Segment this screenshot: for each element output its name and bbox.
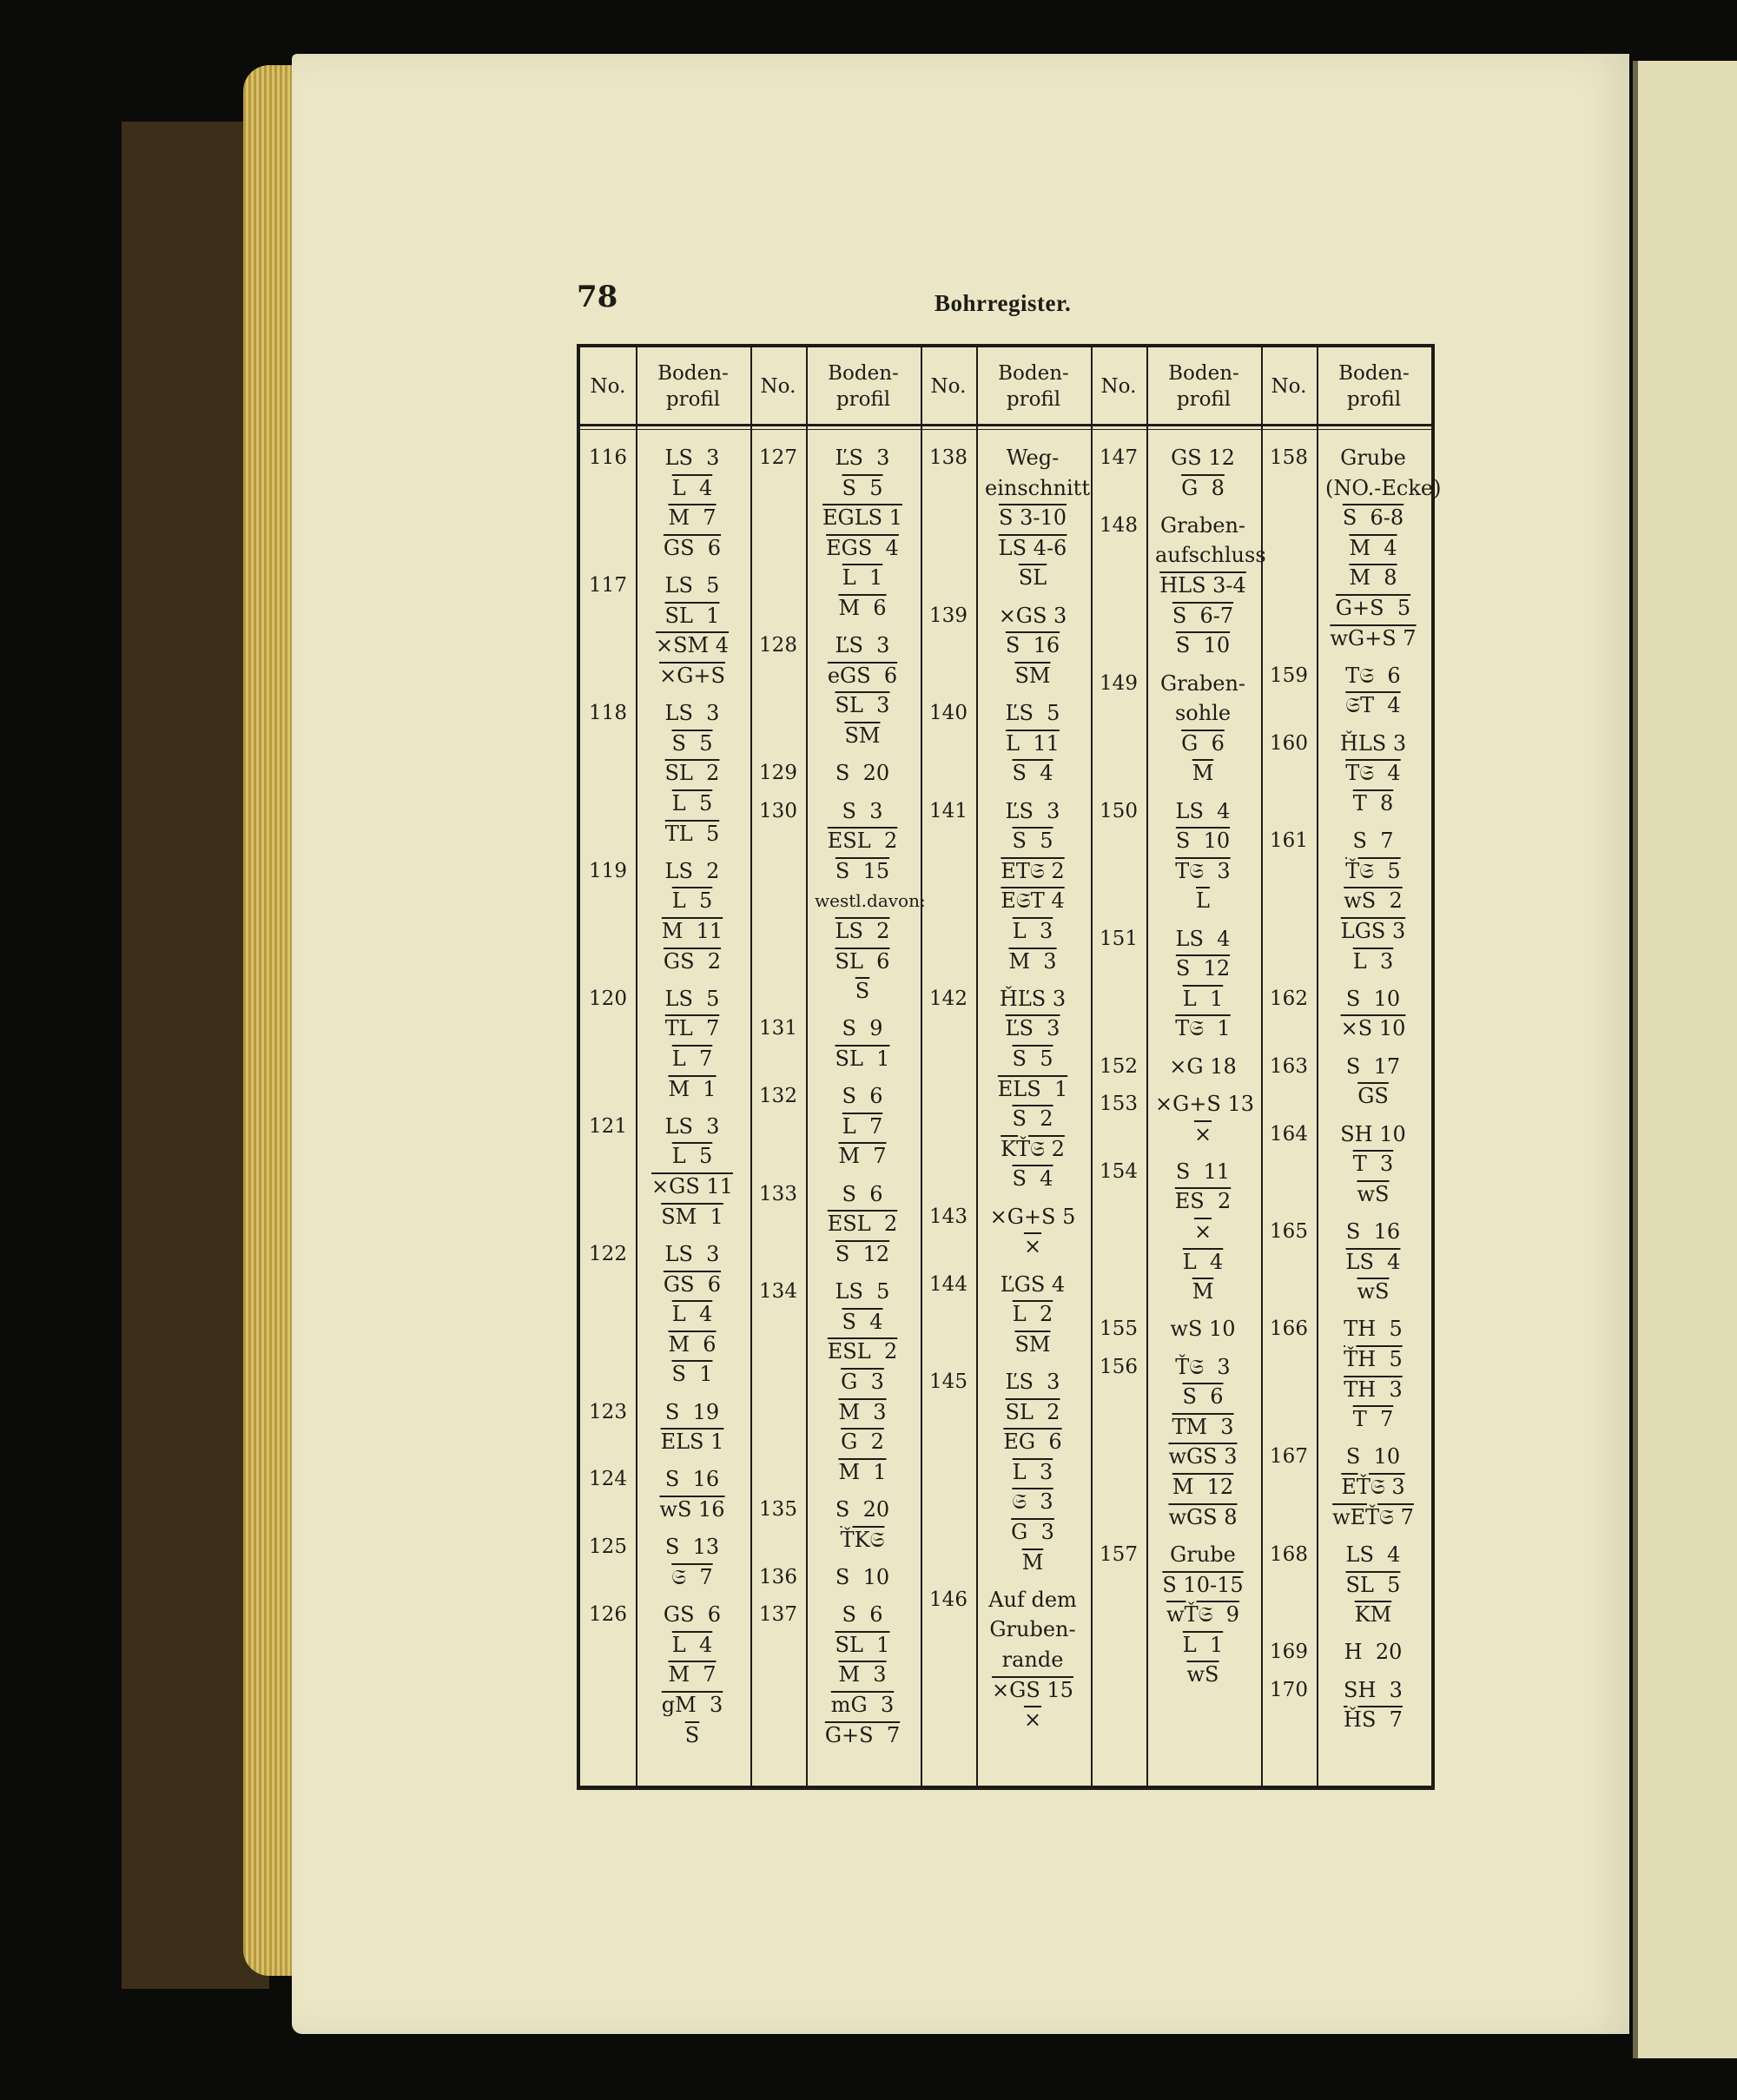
header-no: No. (590, 375, 626, 398)
profile-line: wGS 8 (1168, 1504, 1238, 1529)
entry-number: 163 (1270, 1054, 1308, 1078)
profile-line: S 10 (1345, 1444, 1401, 1469)
entry-number: 117 (589, 574, 627, 598)
profile-line: ×GS 11 (651, 1174, 733, 1199)
profile-line: LS 4 (1345, 1542, 1401, 1567)
profile-line: ĽGS 4 (1000, 1271, 1066, 1297)
profile-line: GS 2 (663, 948, 722, 974)
header-bodenprofil: Boden- profil (828, 362, 899, 411)
entry-number: 125 (589, 1535, 627, 1559)
profile-line: S 7 (1352, 829, 1394, 854)
profile-line: (NO.-Ecke) (1325, 475, 1442, 500)
profile-line: LS 2 (664, 858, 720, 883)
profile-line: × (1023, 1707, 1042, 1733)
entry-number: 134 (759, 1280, 797, 1304)
profile-line: ŤK𝔖 (840, 1527, 885, 1552)
profile-line: wG+S 7 (1330, 625, 1417, 650)
profile-line: S 3 (842, 798, 883, 823)
profile-line: ȞĽS 3 (999, 986, 1067, 1011)
entry-number: 116 (589, 446, 627, 469)
profile-line: KŤ𝔖 2 (1001, 1136, 1065, 1161)
entry-number: 119 (589, 859, 627, 882)
header-no: No. (1271, 375, 1307, 398)
profile-line: $\overline{wS}$ (1357, 1181, 1390, 1206)
profile-line: ȞS 7 (1344, 1707, 1403, 1733)
profile-line: GS 12 (1171, 446, 1235, 470)
profile-line: S 10 (1175, 633, 1231, 658)
profile-line: L 3 (1012, 1459, 1053, 1484)
profile-line: LGS 3 (1340, 918, 1406, 943)
profile-line: T𝔖 4 (1345, 761, 1401, 786)
profile-line: Grube (1170, 1542, 1236, 1567)
entry-number: 126 (589, 1603, 627, 1627)
entry-number: 144 (929, 1272, 968, 1296)
entry-number: 156 (1100, 1355, 1138, 1378)
profile-line: ESL 2 (827, 1212, 898, 1237)
profile-line: M 12 (1172, 1475, 1234, 1500)
profile-line: LS 5 (664, 986, 720, 1011)
entry-number: 133 (759, 1182, 797, 1205)
profile-line: SL 1 (835, 1047, 890, 1071)
entry-number: 169 (1270, 1641, 1308, 1664)
profile-line: ĽS 3 (1005, 1369, 1060, 1394)
profile-line: T𝔖 6 (1345, 663, 1401, 688)
profile-line: SL 5 (1345, 1572, 1401, 1597)
profile-line: LS 2 (835, 918, 890, 943)
profile-line: LS 4 (1345, 1249, 1401, 1274)
profile-line: S 20 (835, 761, 890, 786)
profile-line: ȞLS 3 (1339, 730, 1407, 756)
profile-line: wS 2 (1344, 888, 1403, 914)
profile-line: Grube (1340, 446, 1406, 470)
profile-line: wS 10 (1170, 1317, 1236, 1342)
header-rule-thin (580, 429, 1431, 430)
entry-number: 162 (1270, 987, 1308, 1010)
profile-line: rande (1001, 1648, 1064, 1672)
entry-number: 122 (589, 1242, 627, 1265)
profile-line: SL 2 (664, 761, 720, 786)
profile-line: Ť𝔖 3 (1175, 1354, 1231, 1379)
profile-line: S 5 (842, 475, 883, 500)
profile-line: LS 4-6 (998, 535, 1067, 560)
profile-line: L 1 (842, 565, 883, 591)
profile-line: SL 1 (835, 1632, 890, 1657)
header-bodenprofil: Boden- profil (1338, 362, 1410, 411)
profile-line: ĽS 5 (1005, 701, 1060, 726)
profile-line: S 2 (1012, 1106, 1053, 1132)
header-bodenprofil: Boden- profil (657, 362, 729, 411)
profile-line: ES 2 (1174, 1189, 1232, 1214)
column-rule (636, 347, 637, 1786)
profile-line: S 6-7 (1172, 603, 1234, 628)
profile-line: M 3 (838, 1662, 887, 1687)
profile-line: ELS 1 (660, 1430, 724, 1455)
profile-line: LS 4 (1175, 926, 1231, 951)
profile-line: S 10 (1175, 829, 1231, 854)
profile-line: $\overline{S}$ (855, 979, 870, 1004)
profile-line: GS 6 (663, 535, 722, 560)
profile-line: S 6 (842, 1084, 883, 1109)
profile-line: ×SM 4 (655, 633, 730, 658)
profile-line: ×G+S 13 (1155, 1091, 1254, 1116)
profile-line: GS 6 (663, 1602, 722, 1628)
profile-line: mG 3 (830, 1692, 895, 1717)
profile-line: L 1 (1182, 986, 1224, 1011)
column-rule (806, 347, 808, 1786)
profile-line: S 13 (664, 1535, 720, 1560)
entry-number: 138 (929, 446, 968, 469)
entry-number: 167 (1270, 1445, 1308, 1469)
entry-number: 123 (589, 1400, 627, 1423)
entry-number: 132 (759, 1085, 797, 1108)
profile-line: Gruben- (989, 1617, 1076, 1642)
entry-number: 165 (1270, 1219, 1308, 1243)
profile-line: EŤ𝔖 3 (1341, 1475, 1405, 1500)
profile-line: S 20 (835, 1497, 890, 1522)
entry-number: 148 (1100, 513, 1138, 537)
entry-number: 154 (1100, 1159, 1138, 1183)
profile-line: ĽS 3 (835, 633, 890, 658)
profile-line: M 1 (838, 1459, 887, 1484)
profile-line: S 12 (835, 1241, 890, 1266)
profile-line: L 1 (1182, 1632, 1224, 1657)
profile-line: G+S 7 (824, 1722, 901, 1747)
header-no: No. (760, 375, 796, 398)
entry-number: 158 (1270, 446, 1308, 469)
profile-line: M 11 (661, 918, 723, 943)
column-rule (976, 347, 978, 1786)
profile-line: LS 3 (664, 701, 720, 726)
entry-number: 121 (589, 1114, 627, 1138)
profile-line: 𝔖T 4 (1345, 693, 1401, 718)
profile-line: S 10-15 (1162, 1572, 1244, 1597)
profile-line: M 6 (838, 596, 887, 620)
entry-number: 120 (589, 987, 627, 1010)
profile-line: Graben- (1159, 670, 1246, 696)
profile-line: LS 3 (664, 1241, 720, 1266)
profile-line: L 4 (1182, 1249, 1224, 1274)
profile-line: SH 3 (1344, 1677, 1403, 1702)
entry-number: 140 (929, 702, 968, 725)
column-rule (1317, 347, 1318, 1786)
profile-line: S 6-8 (1342, 505, 1404, 531)
profile-line: ×G+S (659, 663, 725, 688)
profile-line: $\overline{SM}$ (844, 723, 881, 749)
profile-line: S 17 (1345, 1053, 1401, 1079)
profile-line: M 1 (668, 1076, 717, 1101)
profile-line: M 4 (1349, 535, 1397, 560)
profile-line: LS 5 (835, 1279, 890, 1304)
profile-line: westl.davon: (815, 890, 926, 912)
profile-line: G 6 (1181, 730, 1225, 756)
profile-line: SL 3 (835, 693, 890, 718)
profile-line: G 3 (841, 1369, 884, 1394)
profile-line: L 3 (1352, 948, 1394, 974)
profile-line: TH 5 (1344, 1317, 1403, 1342)
profile-line: S 10 (835, 1564, 890, 1589)
profile-line: Weg- (1006, 446, 1060, 470)
entry-number: 139 (929, 604, 968, 627)
profile-line: L 7 (671, 1047, 713, 1071)
entry-number: 118 (589, 702, 627, 725)
header-bodenprofil: Boden- profil (998, 362, 1069, 411)
profile-line: E𝔖T 4 (1001, 888, 1065, 914)
entry-number: 135 (759, 1498, 797, 1521)
profile-line: S 6 (842, 1181, 883, 1206)
profile-line: $\overline{wS}$ (1357, 1279, 1390, 1304)
profile-line: L 7 (842, 1113, 883, 1139)
profile-line: TL 7 (664, 1016, 720, 1041)
profile-line: S 15 (835, 858, 890, 883)
profile-line: SM 1 (661, 1204, 723, 1229)
profile-line: S 12 (1175, 956, 1231, 981)
entry-number: 152 (1100, 1054, 1138, 1078)
profile-line: L 4 (671, 1632, 713, 1657)
profile-line: EGS 4 (826, 535, 899, 560)
next-page-edge (1633, 61, 1737, 2058)
entry-number: 157 (1100, 1542, 1138, 1566)
profile-line: TM 3 (1172, 1414, 1234, 1439)
profile-line: S 6 (1182, 1384, 1224, 1410)
profile-line: T𝔖 1 (1175, 1016, 1231, 1041)
profile-line: G+S 5 (1335, 596, 1411, 620)
column-rule (921, 347, 922, 1786)
profile-line: sohle (1174, 701, 1232, 726)
profile-line: T 3 (1352, 1152, 1394, 1177)
profile-line: L 5 (671, 1144, 713, 1169)
profile-line: S 4 (1012, 761, 1053, 786)
profile-line: Graben- (1159, 512, 1246, 538)
profile-line: G 2 (841, 1430, 884, 1455)
entry-number: 170 (1270, 1678, 1308, 1701)
profile-line: S 5 (671, 730, 713, 756)
profile-line: LS 3 (664, 1113, 720, 1139)
header-bodenprofil: Boden- profil (1168, 362, 1239, 411)
entry-number: 149 (1100, 671, 1138, 695)
column-rule (1146, 347, 1148, 1786)
profile-line: T𝔖 3 (1175, 858, 1231, 883)
profile-line: L 4 (671, 1302, 713, 1327)
profile-line: $\overline{M}$ (1192, 1279, 1214, 1304)
profile-line: wGS 3 (1168, 1444, 1238, 1469)
profile-line: $\overline{M}$ (1021, 1549, 1044, 1575)
entry-number: 127 (759, 446, 797, 469)
profile-line: SH 10 (1340, 1121, 1406, 1146)
profile-line: M 7 (668, 505, 717, 531)
register-table (577, 344, 1442, 1790)
entry-number: 130 (759, 799, 797, 822)
entry-number: 145 (929, 1370, 968, 1393)
profile-line: aufschluss (1155, 543, 1266, 568)
profile-line: S 16 (664, 1467, 720, 1492)
entry-number: 155 (1100, 1317, 1138, 1341)
profile-line: × (1193, 1121, 1212, 1146)
profile-line: ĽS 3 (1005, 1016, 1060, 1041)
profile-line: Ť𝔖 5 (1345, 858, 1401, 883)
profile-line: ×G 18 (1169, 1053, 1237, 1079)
entry-number: 160 (1270, 731, 1308, 755)
profile-line: M 6 (668, 1331, 717, 1357)
profile-line: wS 16 (659, 1497, 725, 1522)
entry-number: 128 (759, 634, 797, 657)
entry-number: 147 (1100, 446, 1138, 469)
profile-line: S 6 (842, 1602, 883, 1628)
profile-line: $\overline{wS}$ (1186, 1662, 1219, 1687)
profile-line: ESL 2 (827, 1339, 898, 1364)
profile-line: T 8 (1352, 790, 1394, 816)
profile-line: $\overline{SM}$ (1014, 663, 1051, 688)
profile-line: wEŤ𝔖 7 (1332, 1504, 1414, 1529)
profile-line: wŤ𝔖 9 (1166, 1602, 1239, 1628)
entry-number: 143 (929, 1205, 968, 1228)
profile-line: EGLS 1 (822, 505, 902, 531)
profile-line: eGS 6 (827, 663, 898, 688)
profile-line: $\overline{KM}$ (1354, 1602, 1392, 1628)
profile-line: M 3 (838, 1399, 887, 1424)
profile-line: S 19 (664, 1399, 720, 1424)
entry-number: 161 (1270, 829, 1308, 853)
profile-line: S 4 (1012, 1166, 1053, 1192)
profile-line: S 5 (1012, 1047, 1053, 1071)
profile-line: L 3 (1012, 918, 1053, 943)
profile-line: L 4 (671, 475, 713, 500)
header-no: No. (1100, 375, 1137, 398)
entry-number: 164 (1270, 1122, 1308, 1146)
entry-number: 141 (929, 799, 968, 822)
running-head: Bohrregister. (935, 290, 1072, 316)
entry-number: 150 (1100, 799, 1138, 822)
profile-line: S 9 (842, 1016, 883, 1041)
profile-line: ×GS 3 (998, 603, 1067, 628)
profile-line: ET𝔖 2 (1001, 858, 1065, 883)
profile-line: LS 4 (1175, 798, 1231, 823)
profile-line: T 7 (1352, 1407, 1394, 1432)
entry-number: 159 (1270, 664, 1308, 687)
page-number: 78 (577, 280, 618, 314)
entry-number: 142 (929, 987, 968, 1010)
profile-line: S 5 (1012, 829, 1053, 854)
profile-line: Auf dem (988, 1587, 1077, 1612)
profile-line: HLS 3-4 (1159, 573, 1246, 598)
profile-line: M 7 (838, 1144, 887, 1169)
profile-line: H 20 (1344, 1640, 1403, 1665)
profile-line: 𝔖 7 (671, 1564, 713, 1589)
profile-line: M 7 (668, 1662, 717, 1687)
profile-line: TL 5 (664, 821, 720, 846)
profile-line: S 1 (671, 1362, 713, 1387)
profile-line: SL 1 (664, 603, 720, 628)
profile-line: SL 6 (835, 948, 890, 974)
profile-line: ×G+S 5 (989, 1204, 1076, 1229)
profile-line: ×GS 15 (992, 1677, 1073, 1702)
entry-number: 146 (929, 1588, 968, 1611)
profile-line: $\overline{SL}$ (1018, 565, 1047, 591)
profile-line: $\overline{L}$ (1196, 888, 1210, 914)
entry-number: 124 (589, 1468, 627, 1491)
profile-line: EG 6 (1003, 1430, 1062, 1455)
entry-number: 129 (759, 762, 797, 785)
entry-number: 151 (1100, 927, 1138, 950)
profile-line: LS 3 (664, 446, 720, 470)
profile-line: M 8 (1349, 565, 1397, 591)
profile-line: ELS 1 (997, 1076, 1068, 1101)
profile-line: 𝔖 3 (1012, 1489, 1053, 1515)
profile-line: $\overline{M}$ (1192, 761, 1214, 786)
header-no: No. (930, 375, 967, 398)
profile-line: TH 3 (1344, 1377, 1403, 1402)
profile-line: L 2 (1012, 1302, 1053, 1327)
profile-line: GS 6 (663, 1271, 722, 1297)
profile-line: ĽS 3 (1005, 798, 1060, 823)
entry-number: 137 (759, 1603, 797, 1627)
profile-line: $\overline{SM}$ (1014, 1331, 1051, 1357)
profile-line: $\overline{S}$ (684, 1722, 700, 1747)
entry-number: 131 (759, 1017, 797, 1040)
profile-line: ŤH 5 (1344, 1347, 1403, 1371)
profile-line: S 16 (1005, 633, 1060, 658)
profile-line: S 16 (1345, 1218, 1401, 1244)
profile-line: LS 5 (664, 573, 720, 598)
profile-line: SL 2 (1005, 1399, 1060, 1424)
entry-number: 166 (1270, 1317, 1308, 1341)
profile-line: G 8 (1181, 475, 1225, 500)
entry-number: 168 (1270, 1542, 1308, 1566)
profile-line: S 10 (1345, 986, 1401, 1011)
profile-line: × (1193, 1218, 1212, 1244)
profile-line: $\overline{GS}$ (1357, 1084, 1389, 1109)
entry-number: 153 (1100, 1092, 1138, 1115)
profile-line: ×S 10 (1340, 1016, 1406, 1041)
page-edges (243, 65, 299, 1976)
profile-line: ESL 2 (827, 829, 898, 854)
profile-line: S 3-10 (999, 505, 1067, 531)
profile-line: einschnitt (985, 475, 1090, 500)
profile-line: L 5 (671, 888, 713, 914)
profile-line: ĽS 3 (835, 446, 890, 470)
profile-line: × (1023, 1234, 1042, 1259)
profile-line: L 5 (671, 790, 713, 816)
entry-number: 136 (759, 1565, 797, 1588)
profile-line: S 4 (842, 1309, 883, 1334)
profile-line: G 3 (1011, 1519, 1054, 1544)
profile-line: S 11 (1175, 1159, 1231, 1184)
profile-line: gM 3 (661, 1692, 723, 1717)
profile-line: L 11 (1006, 730, 1060, 756)
profile-line: M 3 (1008, 948, 1057, 974)
